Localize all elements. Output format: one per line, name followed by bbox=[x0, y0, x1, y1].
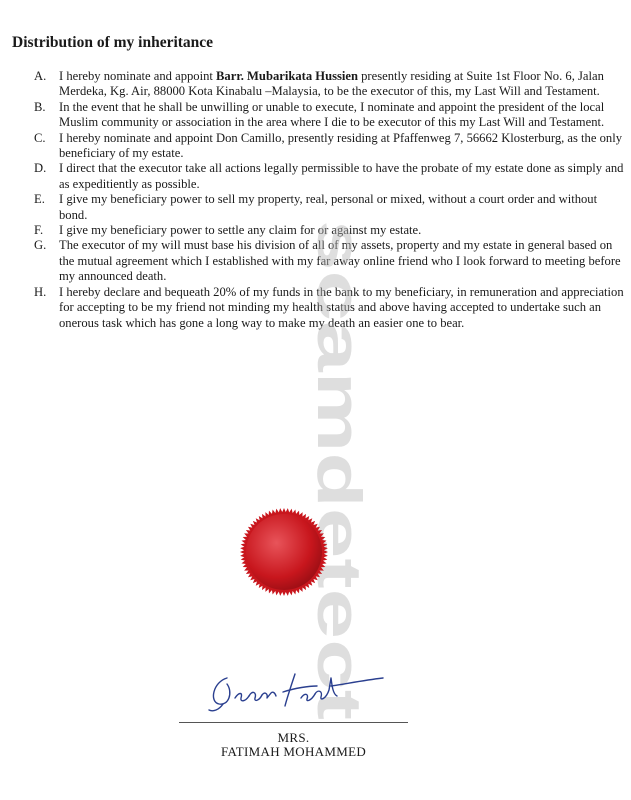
clause-letter: E. bbox=[34, 192, 45, 207]
clause-letter: F. bbox=[34, 223, 44, 238]
clause-text: I direct that the executor take all actions legally permissible to have the probate of my estate done as simply and as expeditiently as possible. bbox=[59, 161, 624, 191]
clause-letter: A. bbox=[34, 69, 47, 83]
clause-text: In the event that he shall be unwilling or unable to execute, I nominate and appoint the president of the local Muslim community or association in the area where I die to be executor of this my Last Will and Testament. bbox=[59, 99, 605, 130]
clause-text: I hereby nominate and appoint Don Camillo, presently residing at Pfaffenweg 7, 56662 Klosterburg, as the only beneficiary of my estate. bbox=[59, 130, 622, 161]
clause-text-before: I hereby nominate and appoint bbox=[59, 69, 217, 83]
clause-text: I give my beneficiary power to settle any claim for or against my estate. bbox=[59, 223, 422, 238]
clause-letter: C. bbox=[34, 130, 46, 145]
clause-text: I give my beneficiary power to sell my property, real, personal or mixed, without a court order and without bond. bbox=[59, 192, 598, 222]
clause-c bbox=[34, 131, 624, 162]
signer-name: FATIMAH MOHAMMED bbox=[220, 744, 367, 759]
clause-letter: H. bbox=[34, 284, 47, 299]
clause-text: I hereby declare and bequeath 20% of my funds in the bank to my beneficiary, in remuneration and appreciation for accepting to be my friend not minding my health status and above having accepted to undertake such an onerous task which has gone a long way to make my death an easier one to bear. bbox=[59, 284, 624, 330]
clause-h bbox=[34, 285, 624, 331]
clause-letter: G. bbox=[34, 238, 47, 253]
watermark-text: scamdetect bbox=[304, 220, 373, 562]
clause-letter: D. bbox=[34, 161, 47, 176]
clause-list bbox=[34, 69, 624, 331]
clause-text-after: presently residing at Suite 1st Floor No. 6, Jalan Merdeka, Kg. Air, 88000 Kota Kinabalu –Malaysia, to be the executor of this, my Last Will and Testament. bbox=[59, 69, 604, 99]
clause-d bbox=[34, 161, 624, 192]
clause-e bbox=[34, 192, 624, 223]
signer-title: MRS. bbox=[277, 730, 310, 745]
executor-name: Barr. Mubarikata Hussien bbox=[216, 69, 358, 83]
document-title: Distribution of my inheritance bbox=[12, 34, 214, 51]
clause-a bbox=[34, 69, 624, 100]
signature-icon bbox=[205, 664, 390, 714]
clause-letter: B. bbox=[34, 99, 46, 114]
clause-b bbox=[34, 100, 624, 131]
clause-f bbox=[34, 223, 624, 238]
wax-seal-icon bbox=[239, 507, 329, 597]
signature-line bbox=[179, 722, 408, 723]
clause-text bbox=[59, 69, 624, 100]
clause-g bbox=[34, 238, 624, 284]
clause-text: The executor of my will must base his division of all of my assets, property and my estate in general based on the mutual agreement which I established with my far away online friend who I look forward to meeting before my announced death. bbox=[59, 238, 621, 284]
